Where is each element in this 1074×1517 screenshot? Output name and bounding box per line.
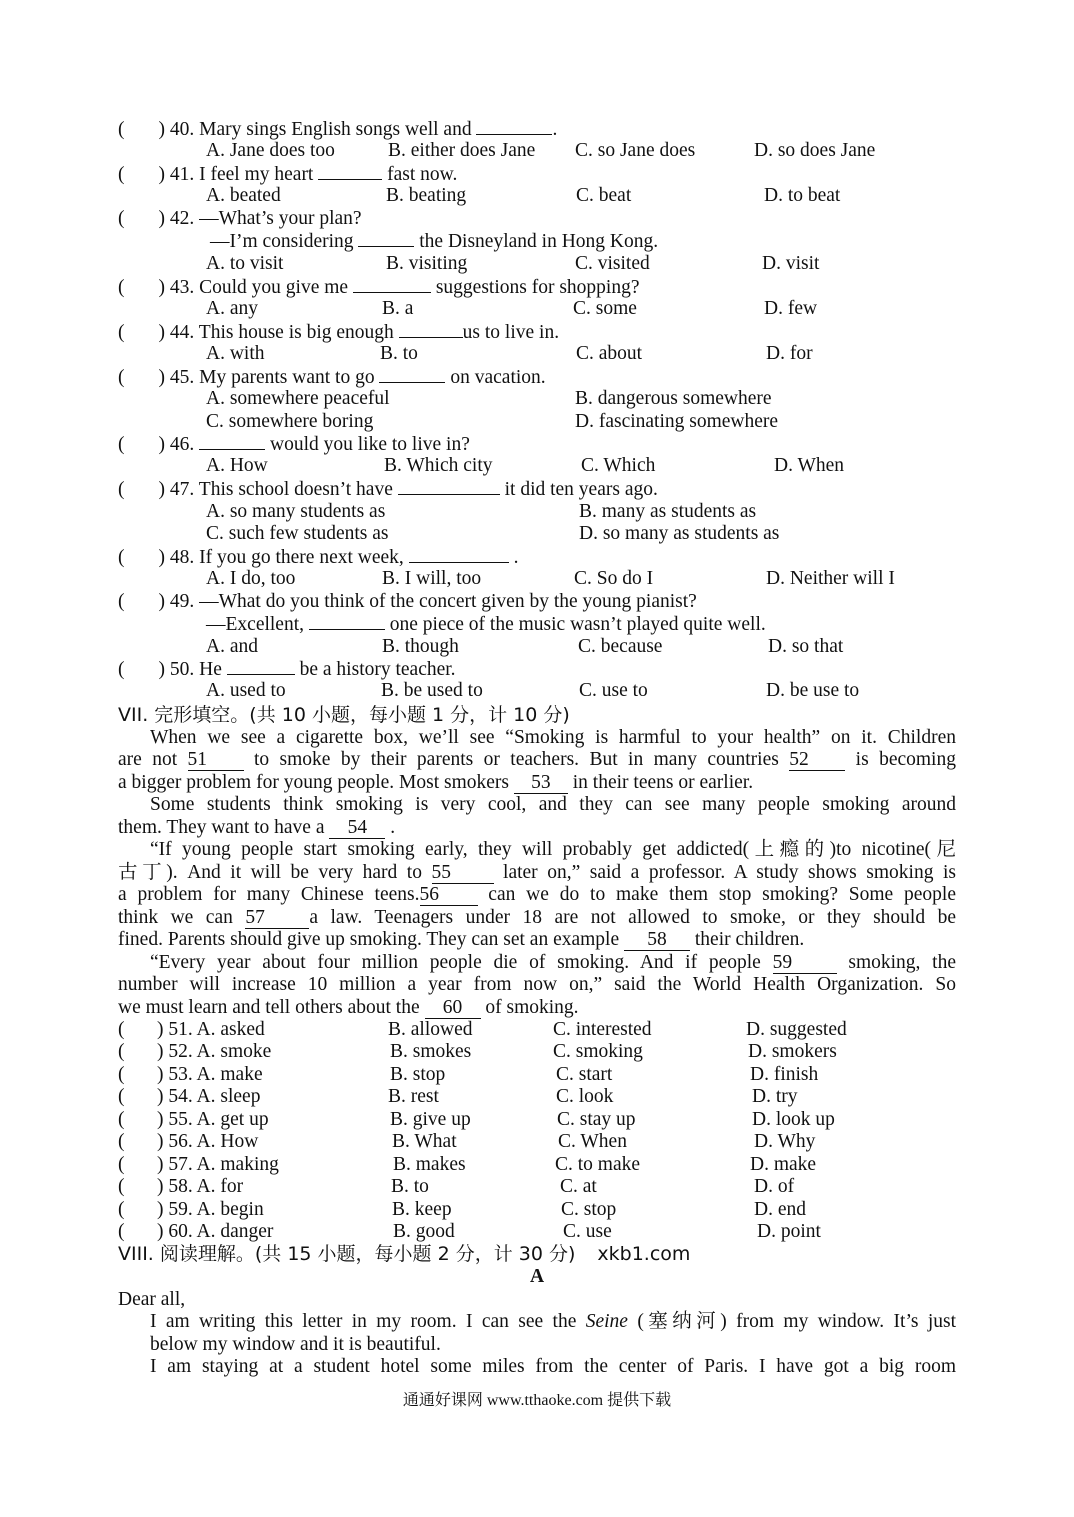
cloze-line: them. They want to have a 54 .: [118, 817, 396, 838]
question-number: 45.: [169, 367, 200, 388]
question-text: us to live in.: [462, 322, 560, 343]
cloze-option-row[interactable]: ) 57. A. making: [157, 1154, 279, 1175]
answer-blank[interactable]: [227, 658, 295, 675]
question-text: My parents want to go: [199, 367, 380, 388]
option-c[interactable]: C. use: [563, 1221, 612, 1242]
option-c[interactable]: C. smoking: [553, 1041, 643, 1062]
question-text: one piece of the music wasn’t played quite well.: [384, 614, 766, 635]
cloze-option-row[interactable]: ) 60. A. danger: [157, 1221, 274, 1242]
cloze-option-row[interactable]: ) 58. A. for: [157, 1176, 244, 1197]
option-d[interactable]: D. finish: [750, 1064, 819, 1085]
answer-bracket-close: ): [158, 322, 170, 343]
blank-57[interactable]: 57: [245, 908, 309, 929]
question-text: This house is big enough: [198, 322, 399, 343]
question-50: [118, 658, 456, 681]
option-b[interactable]: B. to: [380, 343, 418, 364]
option-b[interactable]: B. though: [382, 636, 459, 657]
cloze-line: “Every year about four million people die of smoking. And if people 59 smoking, the: [150, 952, 956, 973]
question-number: 49.: [169, 591, 200, 612]
blank-60[interactable]: 60: [425, 998, 481, 1019]
option-b[interactable]: B. either does Jane: [388, 140, 536, 161]
answer-bracket[interactable]: (: [118, 659, 125, 680]
option-d[interactable]: D. few: [764, 298, 818, 319]
question-44: [118, 321, 559, 344]
option-c[interactable]: C. beat: [576, 185, 632, 206]
answer-bracket[interactable]: (: [118, 277, 125, 298]
answer-bracket-close: ): [158, 547, 170, 568]
answer-blank[interactable]: [309, 613, 385, 630]
answer-bracket-close: ): [158, 119, 170, 140]
answer-blank[interactable]: [398, 478, 500, 495]
option-c[interactable]: C. use to: [579, 680, 648, 701]
answer-bracket-close: ): [158, 208, 170, 229]
option-b[interactable]: B. a: [382, 298, 414, 319]
answer-bracket[interactable]: (: [118, 1109, 125, 1130]
question-number: 50.: [169, 659, 200, 680]
cloze-line: 古丁). And it will be very hard to 55 later on,” said a professor. A study shows smoking is: [118, 862, 956, 883]
option-d[interactable]: D. suggested: [746, 1019, 847, 1040]
blank-56[interactable]: 56: [420, 885, 478, 906]
footer: 通通好课网 www.tthaoke.com 提供下载: [402, 1392, 672, 1409]
option-d[interactable]: D. to beat: [764, 185, 841, 206]
question-number: 44.: [169, 322, 199, 343]
question-text: would you like to live in?: [265, 434, 470, 455]
option-b[interactable]: B. allowed: [388, 1019, 473, 1040]
question-text: fast now.: [382, 164, 458, 185]
cloze-line: a problem for many Chinese teens.56 can we do to make them stop smoking? Some people: [118, 884, 956, 905]
answer-bracket-close: ): [158, 479, 170, 500]
question-text: the Disneyland in Hong Kong.: [414, 231, 659, 252]
cloze-line: number will increase 10 million a year from now on,” said the World Health Organization. So: [118, 974, 956, 995]
option-d[interactable]: D. point: [757, 1221, 821, 1242]
cloze-option-row[interactable]: ) 53. A. make: [157, 1064, 263, 1085]
option-d[interactable]: D. smokers: [748, 1041, 837, 1062]
option-d[interactable]: D. of: [754, 1176, 795, 1197]
option-b[interactable]: B. visiting: [386, 253, 468, 274]
option-b[interactable]: B. to: [391, 1176, 429, 1197]
question-text: Could you give me: [199, 277, 353, 298]
cloze-line: a bigger problem for young people. Most smokers 53 in their teens or earlier.: [118, 772, 754, 793]
cloze-line: fined. Parents should give up smoking. They can set an example 58 their children.: [118, 929, 805, 950]
question-40: [118, 118, 557, 141]
question-text: —I’m considering: [210, 231, 359, 252]
question-41: [118, 163, 457, 186]
section-7-title: VII. 完形填空。(共 10 小题，每小题 1 分，计 10 分): [118, 704, 570, 726]
question-46: [118, 433, 470, 456]
answer-bracket[interactable]: (: [118, 434, 125, 455]
option-a[interactable]: A. any: [206, 298, 258, 319]
option-d[interactable]: D. fascinating somewhere: [575, 411, 779, 432]
option-d[interactable]: D. make: [750, 1154, 817, 1175]
question-text: This school doesn’t have: [198, 479, 398, 500]
question-42-line2: [210, 230, 658, 253]
answer-bracket[interactable]: (: [118, 1086, 125, 1107]
question-text: it did ten years ago.: [499, 479, 658, 500]
option-d[interactable]: D. look up: [752, 1109, 835, 1130]
option-c[interactable]: C. interested: [553, 1019, 652, 1040]
answer-blank[interactable]: [399, 321, 463, 338]
option-c[interactable]: C. stay up: [557, 1109, 636, 1130]
option-c[interactable]: C. start: [556, 1064, 613, 1085]
answer-bracket-close: ): [158, 367, 170, 388]
option-c[interactable]: C. stop: [561, 1199, 617, 1220]
question-text: Mary sings English songs well and: [199, 119, 477, 140]
section-8-title: VIII. 阅读理解。(共 15 小题，每小题 2 分，计 30 分) xkb1.com: [118, 1243, 691, 1265]
answer-blank[interactable]: [409, 546, 509, 563]
answer-bracket[interactable]: (: [118, 1199, 125, 1220]
answer-bracket[interactable]: (: [118, 1041, 125, 1062]
option-c[interactable]: C. because: [578, 636, 663, 657]
cloze-option-row[interactable]: ) 56. A. How: [157, 1131, 259, 1152]
question-number: 47.: [169, 479, 199, 500]
answer-bracket[interactable]: (: [118, 322, 125, 343]
option-b[interactable]: B. be used to: [381, 680, 483, 701]
option-d[interactable]: D. visit: [762, 253, 820, 274]
option-a[interactable]: A. How: [206, 455, 268, 476]
option-b[interactable]: B. What: [392, 1131, 457, 1152]
answer-blank[interactable]: [318, 163, 382, 180]
answer-bracket[interactable]: (: [118, 547, 125, 568]
answer-bracket-close: ): [158, 591, 170, 612]
option-d[interactable]: D. be use to: [766, 680, 860, 701]
option-b[interactable]: B. I will, too: [382, 568, 482, 589]
option-a[interactable]: A. used to: [206, 680, 286, 701]
answer-bracket[interactable]: (: [118, 119, 125, 140]
cloze-option-row[interactable]: ) 55. A. get up: [157, 1109, 269, 1130]
seine-word: Seine: [585, 1311, 628, 1332]
option-d[interactable]: D. end: [754, 1199, 806, 1220]
option-c[interactable]: C. somewhere boring: [206, 411, 374, 432]
cloze-line: Some students think smoking is very cool, and they can see many people smoking around: [150, 794, 956, 815]
answer-bracket[interactable]: (: [118, 1131, 125, 1152]
answer-bracket[interactable]: (: [118, 591, 125, 612]
question-number: 41.: [169, 164, 200, 185]
answer-bracket[interactable]: (: [118, 1019, 125, 1040]
cloze-line: “If young people start smoking early, they will probably get addicted(上瘾的)to nicotine(尼: [150, 839, 956, 860]
question-text: —Excellent,: [206, 614, 309, 635]
option-a[interactable]: A. to visit: [206, 253, 284, 274]
option-c[interactable]: C. so Jane does: [575, 140, 696, 161]
question-number: 40.: [169, 119, 200, 140]
question-43: [118, 276, 639, 299]
question-number: 42.: [169, 208, 200, 229]
blank-51[interactable]: 51: [188, 750, 244, 771]
question-text: I feel my heart: [199, 164, 319, 185]
question-number: 46.: [169, 434, 200, 455]
answer-blank[interactable]: [353, 276, 431, 293]
option-b[interactable]: B. good: [393, 1221, 455, 1242]
answer-bracket-close: ): [158, 277, 170, 298]
option-c[interactable]: C. look: [556, 1086, 614, 1107]
blank-53[interactable]: 53: [514, 773, 568, 794]
option-a[interactable]: A. beated: [206, 185, 281, 206]
cloze-line: When we see a cigarette box, we’ll see “Smoking is harmful to your health” on it. Children: [150, 727, 956, 748]
cloze-option-row[interactable]: ) 54. A. sleep: [157, 1086, 261, 1107]
answer-bracket[interactable]: (: [118, 479, 125, 500]
letter-line: below my window and it is beautiful.: [150, 1334, 441, 1355]
option-c[interactable]: C. such few students as: [206, 523, 389, 544]
answer-bracket-close: ): [158, 659, 170, 680]
question-text: suggestions for shopping?: [430, 277, 640, 298]
answer-bracket[interactable]: (: [118, 164, 125, 185]
cloze-line: we must learn and tell others about the 60 of smoking.: [118, 997, 579, 1018]
option-b[interactable]: B. many as students as: [579, 501, 757, 522]
answer-bracket[interactable]: (: [118, 367, 125, 388]
option-d[interactable]: D. so many as students as: [579, 523, 780, 544]
answer-blank[interactable]: [476, 118, 552, 135]
answer-bracket[interactable]: (: [118, 1154, 125, 1175]
option-a[interactable]: A. with: [206, 343, 265, 364]
answer-bracket-close: ): [158, 434, 170, 455]
option-b[interactable]: B. Which city: [384, 455, 493, 476]
cloze-line: think we can 57 a law. Teenagers under 18 are not allowed to smoke, or they should be: [118, 907, 956, 928]
question-number: 43.: [169, 277, 200, 298]
option-c[interactable]: C. at: [560, 1176, 597, 1197]
cloze-option-row[interactable]: ) 59. A. begin: [157, 1199, 264, 1220]
blank-55[interactable]: 55: [432, 863, 494, 884]
option-c[interactable]: C. some: [573, 298, 637, 319]
answer-bracket[interactable]: (: [118, 1221, 125, 1242]
answer-bracket-close: ): [158, 164, 170, 185]
cloze-option-row[interactable]: ) 51. A. asked: [157, 1019, 265, 1040]
blank-54[interactable]: 54: [329, 818, 385, 839]
cloze-line: are not 51 to smoke by their parents or teachers. But in many countries 52 is becoming: [118, 749, 956, 770]
option-a[interactable]: A. I do, too: [206, 568, 296, 589]
question-42: [118, 208, 362, 230]
answer-blank[interactable]: [358, 230, 414, 247]
passage-label: A: [529, 1266, 545, 1287]
blank-52[interactable]: 52: [789, 750, 845, 771]
question-text: .: [508, 547, 519, 568]
option-b[interactable]: B. dangerous somewhere: [575, 388, 772, 409]
answer-bracket[interactable]: (: [118, 1176, 125, 1197]
question-47: [118, 478, 658, 501]
option-d[interactable]: D. When: [774, 455, 845, 476]
option-a[interactable]: A. Jane does too: [206, 140, 335, 161]
letter-line: I am staying at a student hotel some miles from the center of Paris. I have got a big room: [150, 1356, 956, 1377]
question-text: be a history teacher.: [294, 659, 456, 680]
question-text: .: [552, 119, 558, 140]
option-d[interactable]: D. try: [752, 1086, 798, 1107]
blank-58[interactable]: 58: [624, 930, 690, 951]
option-a[interactable]: A. so many students as: [206, 501, 386, 522]
question-49-line2: [206, 613, 766, 636]
watermark-text: xkb1.com: [597, 1243, 691, 1265]
question-text: —What’s your plan?: [199, 208, 362, 229]
letter-greeting: Dear all,: [118, 1289, 186, 1310]
question-45: [118, 366, 546, 389]
option-c[interactable]: C. visited: [575, 253, 650, 274]
question-text: —What do you think of the concert given by the young pianist?: [199, 591, 697, 612]
question-48: [118, 546, 518, 569]
option-c[interactable]: C. Which: [581, 455, 656, 476]
option-d[interactable]: D. Neither will I: [766, 568, 895, 589]
option-b[interactable]: B. rest: [388, 1086, 439, 1107]
option-c[interactable]: C. So do I: [574, 568, 654, 589]
question-text: If you go there next week,: [199, 547, 409, 568]
blank-59[interactable]: 59: [773, 953, 837, 974]
option-b[interactable]: B. makes: [393, 1154, 466, 1175]
option-d[interactable]: D. Why: [754, 1131, 816, 1152]
answer-blank[interactable]: [199, 433, 265, 450]
option-b[interactable]: B. give up: [390, 1109, 471, 1130]
letter-line: I am writing this letter in my room. I can see the Seine (塞纳河) from my window. It’s just: [150, 1311, 956, 1332]
option-d[interactable]: D. so that: [768, 636, 844, 657]
question-49: [118, 591, 697, 613]
option-a[interactable]: A. somewhere peaceful: [206, 388, 390, 409]
answer-bracket[interactable]: (: [118, 208, 125, 229]
option-b[interactable]: B. smokes: [390, 1041, 472, 1062]
option-c[interactable]: C. about: [576, 343, 643, 364]
option-a[interactable]: A. and: [206, 636, 258, 657]
option-b[interactable]: B. keep: [392, 1199, 452, 1220]
option-b[interactable]: B. stop: [390, 1064, 446, 1085]
question-text: He: [199, 659, 227, 680]
option-b[interactable]: B. beating: [386, 185, 467, 206]
answer-blank[interactable]: [379, 366, 445, 383]
answer-bracket[interactable]: (: [118, 1064, 125, 1085]
option-c[interactable]: C. When: [558, 1131, 627, 1152]
option-c[interactable]: C. to make: [555, 1154, 641, 1175]
question-text: on vacation.: [445, 367, 546, 388]
option-d[interactable]: D. for: [766, 343, 813, 364]
cloze-option-row[interactable]: ) 52. A. smoke: [157, 1041, 272, 1062]
question-number: 48.: [169, 547, 200, 568]
option-d[interactable]: D. so does Jane: [754, 140, 876, 161]
